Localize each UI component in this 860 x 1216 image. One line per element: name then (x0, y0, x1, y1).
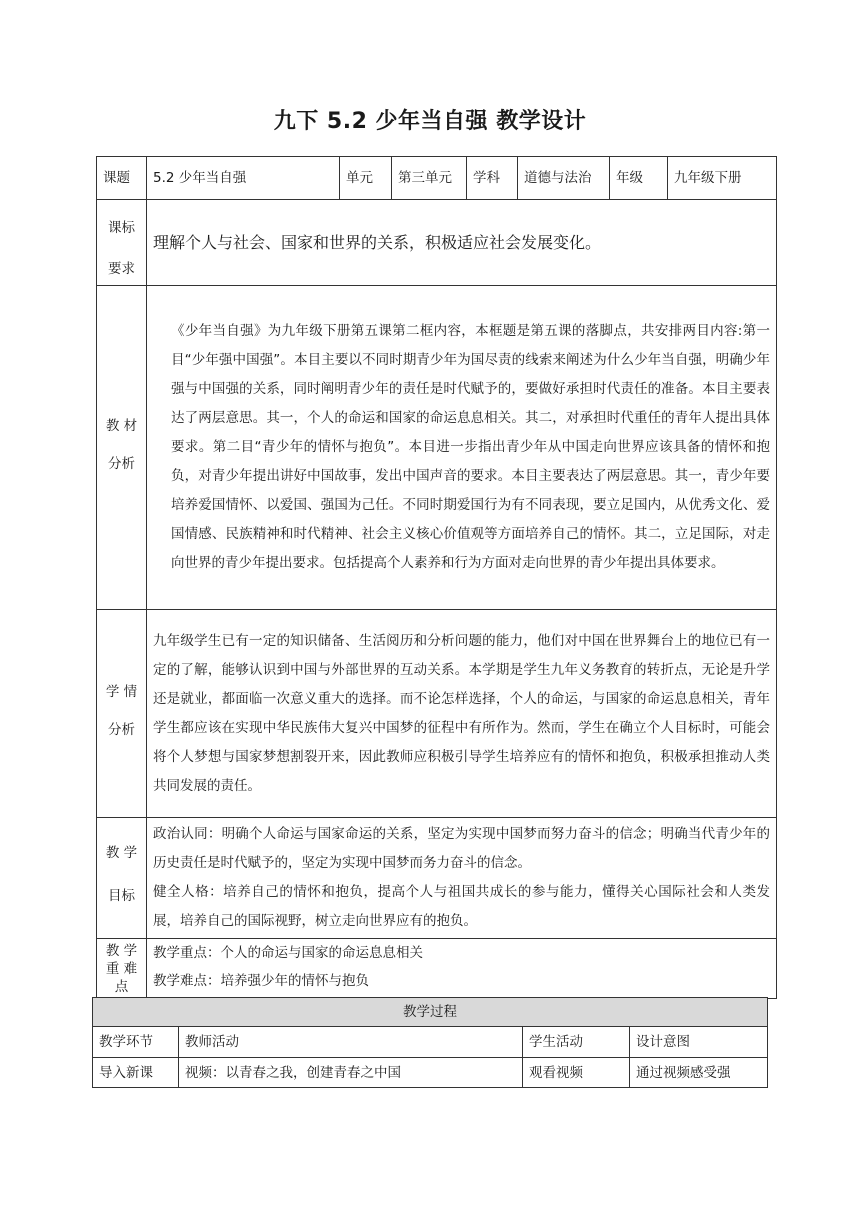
goals-row (97, 818, 777, 939)
key-difficulty: 教学难点：培养强少年的情怀与抱负 (153, 973, 369, 989)
keypoints-label (97, 939, 147, 999)
standards-label (97, 200, 147, 286)
unit-value: 第三单元 (392, 157, 467, 200)
students-label-a: 学 情 (105, 683, 138, 700)
table-row (93, 1058, 768, 1088)
unit-label: 单元 (340, 157, 392, 200)
students-analysis-text: 九年级学生已有一定的知识储备、生活阅历和分析问题的能力，他们对中国在世界舞台上的地位已有一定的了解，能够认识到中国与外部世界的互动关系。本学期是学生九年义务教育的转折点，无论是升学还是就业，都面临一次意义重大的选择。而不论怎样选择，个人的命运，与国家的命运息息相关，青年学生都应该在实现中华民族伟大复兴中国梦的征程中有所作为。然而，学生在确立个人目标时，可能会将个人梦想与国家梦想割裂开来，因此教师应积极引导学生培养应有的情怀和抱负，积极承担推动人类共同发展的责任。 (147, 610, 777, 818)
textbook-analysis-text: 《少年当自强》为九年级下册第五课第二框内容，本框题是第五课的落脚点，共安排两目内容:第一目“少年强中国强”。本目主要以不同时期青少年为国尽责的线索来阐述为什么少年当自强，明确少年强与中国强的关系，同时阐明青少年的责任是时代赋予的，要做好承担时代责任的准备。本目主要表达了两层意思。其一，个人的命运和国家的命运息息相关。其二，对承担时代重任的青年人提出具体要求。第二目“青少年的情怀与抱负”。本目进一步指出青少年从中国走向世界应该具备的情怀和抱负，对青少年提出讲好中国故事，发出中国声音的要求。本目主要表达了两层意思。其一，青少年要培养爱国情怀、以爱国、强国为己任。不同时期爱国行为有不同表现，要立足国内，从优秀文化、爱国情感、民族精神和时代精神、社会主义核心价值观等方面培养自己的情怀。其二，立足国际，对走向世界的青少年提出要求。包括提高个人素养和行为方面对走向世界的青少年提出具体要求。 (147, 286, 777, 610)
process-cell-teacher: 视频：以青春之我，创建青春之中国 (179, 1058, 523, 1088)
topic-value: 5.2 少年当自强 (147, 157, 340, 200)
process-cell-stage: 导入新课 (93, 1058, 179, 1088)
process-header-stage: 教学环节 (93, 1027, 179, 1058)
subject-label: 学科 (467, 157, 518, 200)
grade-label: 年级 (610, 157, 668, 200)
keypoints-text (147, 939, 777, 999)
goals-text (147, 818, 777, 939)
subject-value: 道德与法治 (518, 157, 610, 200)
topic-label: 课题 (97, 157, 147, 200)
process-cell-student: 观看视频 (523, 1058, 630, 1088)
students-row (97, 610, 777, 818)
standards-text: 理解个人与社会、国家和世界的关系，积极适应社会发展变化。 (147, 200, 777, 286)
keypoints-row (97, 939, 777, 999)
textbook-label-a: 教 材 (105, 417, 138, 434)
process-header-teacher: 教师活动 (179, 1027, 523, 1058)
students-label-b: 分析 (108, 721, 135, 738)
textbook-label-b: 分析 (108, 455, 135, 472)
document-title: 九下 5.2 少年当自强 教学设计 (273, 109, 587, 134)
textbook-row (97, 286, 777, 610)
process-header-student: 学生活动 (523, 1027, 630, 1058)
process-cell-intent: 通过视频感受强 (630, 1058, 768, 1088)
process-title: 教学过程 (93, 998, 768, 1027)
standards-label-b: 要求 (108, 260, 135, 277)
header-row (97, 157, 777, 200)
goals-label (97, 818, 147, 939)
keypoints-label-a: 教 学 (105, 942, 138, 959)
lesson-info-table (96, 156, 777, 999)
students-label (97, 610, 147, 818)
goal-personality: 健全人格：培养自己的情怀和抱负，提高个人与祖国共成长的参与能力，懂得关心国际社会和人类发展，培养自己的国际视野，树立走向世界应有的抱负。 (153, 884, 770, 929)
keypoints-label-b: 重 难 (105, 960, 138, 977)
teaching-process-table (92, 997, 768, 1088)
goals-label-a: 教 学 (105, 845, 138, 861)
goal-political: 政治认同：明确个人命运与国家命运的关系，坚定为实现中国梦而努力奋斗的信念；明确当代青少年的历史责任是时代赋予的，坚定为实现中国梦而务力奋斗的信念。 (153, 826, 770, 871)
process-header-row (93, 1027, 768, 1058)
goals-label-b: 目标 (108, 888, 135, 904)
standards-label-a: 课标 (108, 219, 135, 236)
key-focus: 教学重点：个人的命运与国家的命运息息相关 (153, 945, 423, 961)
standards-row (97, 200, 777, 286)
grade-value: 九年级下册 (668, 157, 777, 200)
textbook-label (97, 286, 147, 610)
process-header-intent: 设计意图 (630, 1027, 768, 1058)
keypoints-label-c: 点 (114, 978, 129, 995)
